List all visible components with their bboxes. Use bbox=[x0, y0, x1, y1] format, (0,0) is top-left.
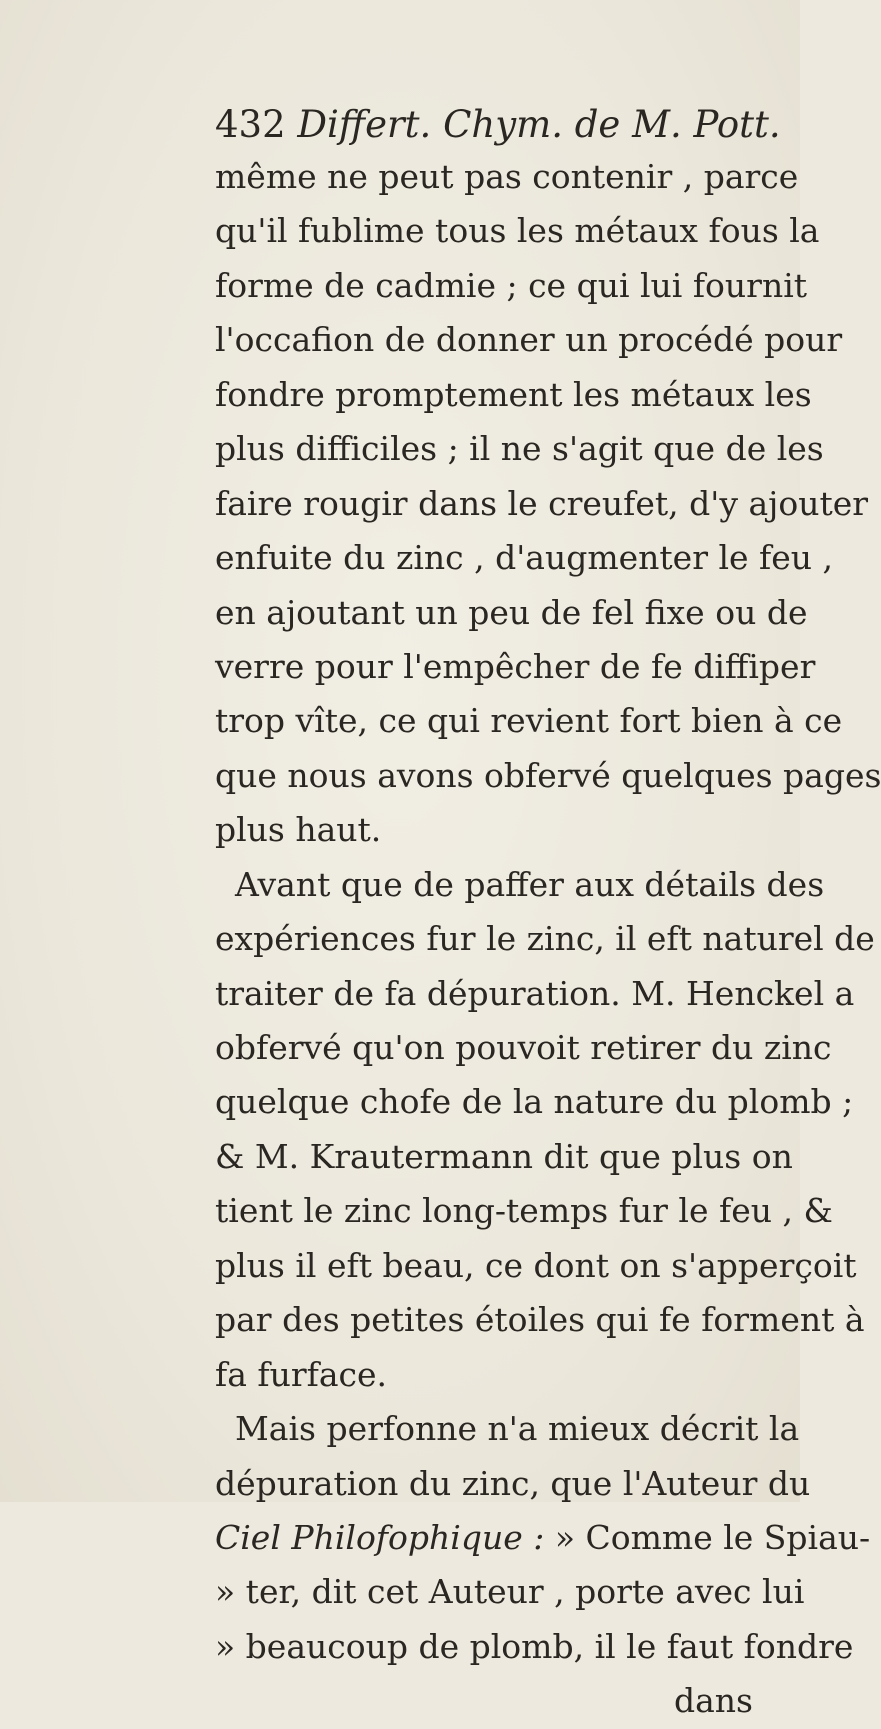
text-line: qu'il fublime tous les métaux fous la bbox=[215, 211, 820, 251]
text-line: dépuration du zinc, que l'Auteur du bbox=[215, 1463, 811, 1503]
text-line: faire rougir dans le creufet, d'y ajouter bbox=[215, 483, 869, 523]
text-line: enfuite du zinc , d'augmenter le feu , bbox=[215, 538, 834, 578]
text-line: & M. Krautermann dit que plus on bbox=[215, 1136, 793, 1176]
text-line: verre pour l'empêcher de fe diffiper bbox=[215, 646, 816, 686]
body-text bbox=[215, 150, 881, 1729]
page-number: 432 bbox=[215, 103, 286, 146]
text-line: plus difficiles ; il ne s'agit que de les bbox=[215, 429, 824, 469]
text-line: que nous avons obfervé quelques pages bbox=[215, 755, 881, 795]
text-line: fondre promptement les métaux les bbox=[215, 374, 812, 414]
text-line: Mais perfonne n'a mieux décrit la bbox=[235, 1409, 800, 1449]
running-header bbox=[215, 100, 781, 150]
text-line: traiter de fa dépuration. M. Henckel a bbox=[215, 973, 855, 1013]
text-line: même ne peut pas contenir , parce bbox=[215, 157, 799, 196]
text-line: par des petites étoiles qui fe forment à bbox=[215, 1300, 865, 1340]
text-line: quelque chofe de la nature du plomb ; bbox=[215, 1082, 854, 1122]
text-line bbox=[215, 1511, 871, 1565]
text-line: trop vîte, ce qui revient fort bien à ce bbox=[215, 701, 843, 741]
catchword: dans bbox=[674, 1681, 753, 1721]
text-line: obfervé qu'on pouvoit retirer du zinc bbox=[215, 1028, 832, 1067]
text-line: en ajoutant un peu de fel fixe ou de bbox=[215, 592, 808, 632]
text-line-rest: » Comme le Spiau- bbox=[544, 1517, 871, 1557]
running-title: Differt. Chym. de M. Pott. bbox=[297, 103, 781, 146]
text-line: Avant que de paffer aux détails des bbox=[235, 864, 825, 904]
text-line: » beaucoup de plomb, il le faut fondre bbox=[215, 1626, 854, 1666]
text-line: tient le zinc long-temps fur le feu , & bbox=[215, 1191, 833, 1231]
text-line: l'occafion de donner un procédé pour bbox=[215, 320, 843, 360]
text-line: plus haut. bbox=[215, 810, 382, 850]
text-line: fa furface. bbox=[215, 1354, 388, 1394]
text-line: forme de cadmie ; ce qui lui fournit bbox=[215, 265, 808, 305]
text-line: » ter, dit cet Auteur , porte avec lui bbox=[215, 1572, 805, 1612]
italic-title: Ciel Philofophique : bbox=[215, 1517, 545, 1557]
text-line: plus il eft beau, ce dont on s'apperçoit bbox=[215, 1245, 857, 1285]
text-line: expériences fur le zinc, il eft naturel de bbox=[215, 919, 875, 959]
